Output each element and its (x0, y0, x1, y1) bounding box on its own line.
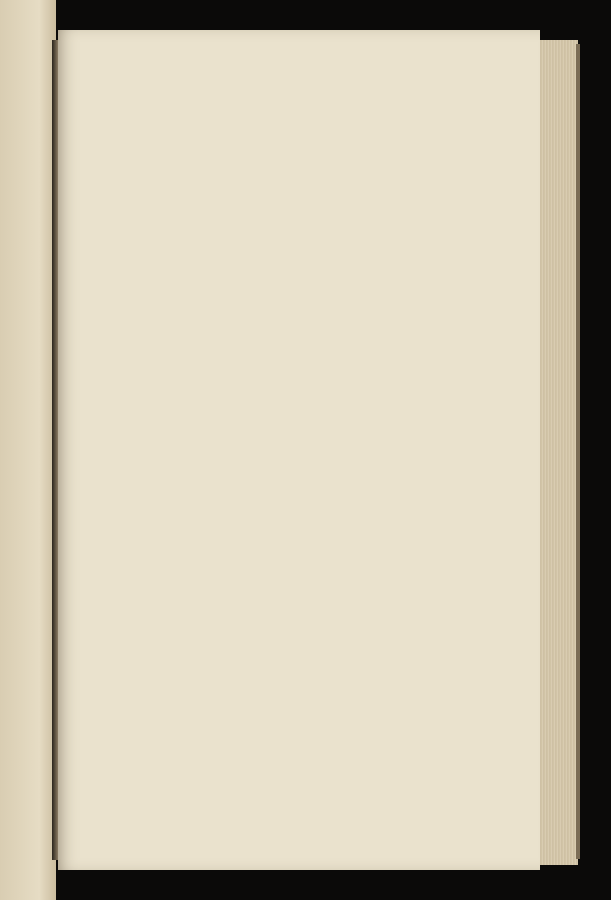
left-page-edge (0, 0, 56, 900)
right-page (58, 30, 540, 870)
cover-edge (576, 44, 580, 859)
page-stack-edge (538, 40, 578, 865)
